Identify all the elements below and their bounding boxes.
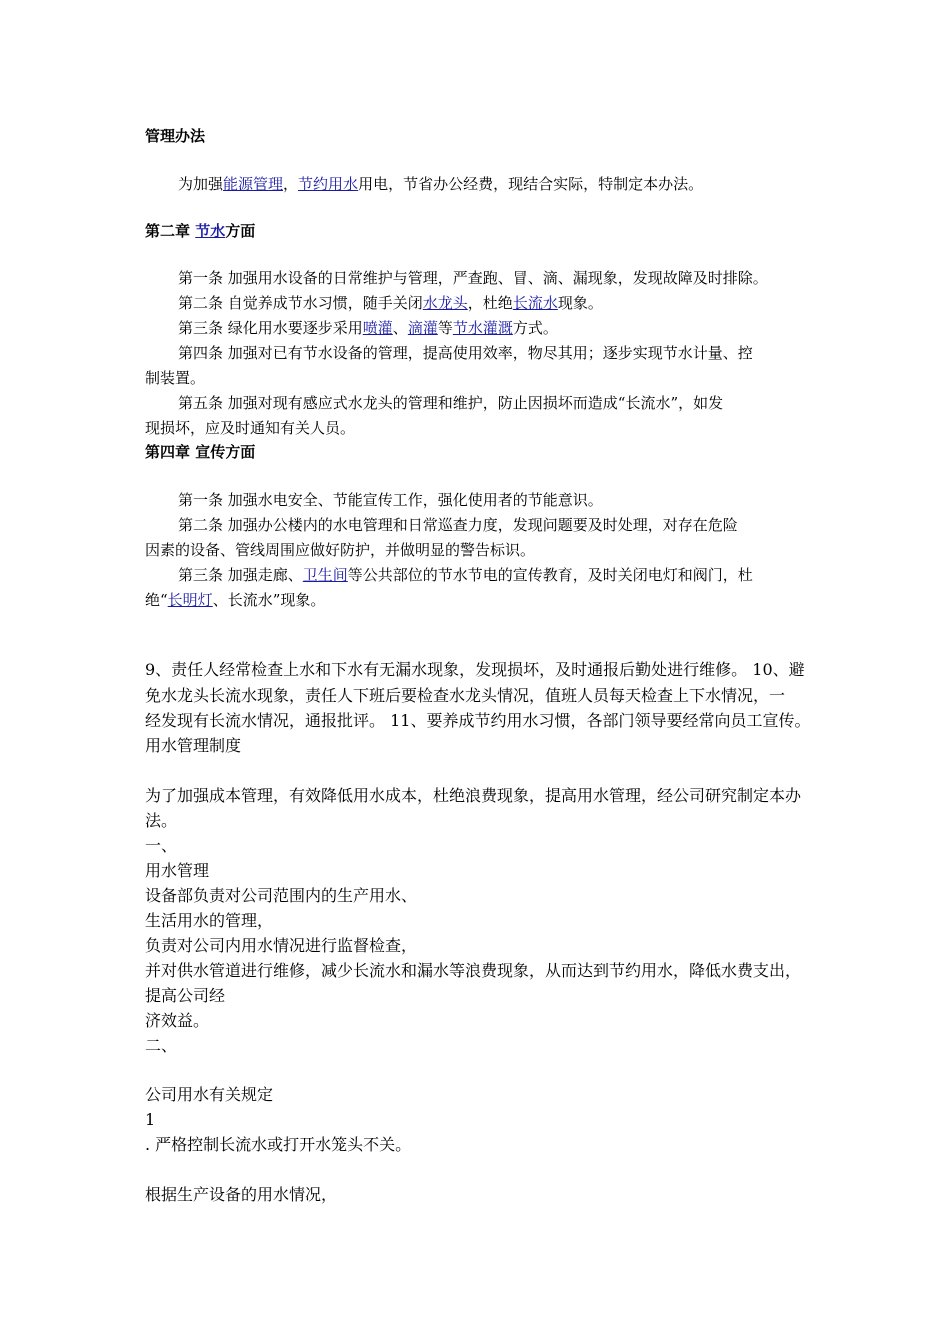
chapter2-heading	[145, 221, 255, 241]
intro-text-1: 为加强	[178, 175, 224, 193]
chapter2-article4-line2: 制装置。	[145, 369, 206, 387]
link-water-saving-chapter[interactable]: 节水	[195, 222, 226, 240]
section-two-number: 二、	[145, 1036, 178, 1055]
mgmt-line-6: 济效益。	[145, 1011, 210, 1030]
article2-text-1: 第二条 自觉养成节水习惯，随手关闭	[178, 294, 423, 312]
chapter4-article2-line1: 第二条 加强办公楼内的水电管理和日常巡查力度，发现问题要及时处理，对存在危险	[178, 516, 738, 534]
article3-sep: 、	[392, 319, 408, 337]
chapter4-article3-line2	[145, 590, 325, 610]
article3-text-2: 等	[437, 319, 453, 337]
rules-line-1: 9、责任人经常检查上水和下水有无漏水现象，发现损坏，及时通报后勤处进行维修。 10、避	[145, 660, 805, 679]
mgmt-line-3: 负责对公司内用水情况进行监督检查，	[145, 936, 418, 955]
chapter2-article1: 第一条 加强用水设备的日常维护与管理，严查跑、冒、滴、漏现象，发现故障及时排除。	[178, 269, 768, 287]
section-one-title: 用水管理	[145, 861, 210, 880]
section-one-number: 一、	[145, 836, 178, 855]
mgmt-line-1: 设备部负责对公司范围内的生产用水、	[145, 886, 418, 905]
c4-article3-text-2: 等公共部位的节水节电的宣传教育，及时关闭电灯和阀门，杜	[347, 566, 753, 584]
article3-text-1: 第三条 绿化用水要逐步采用	[178, 319, 363, 337]
link-drip-irrigation[interactable]: 滴灌	[407, 319, 438, 337]
link-restroom[interactable]: 卫生间	[302, 566, 348, 584]
last-line: 根据生产设备的用水情况，	[145, 1185, 338, 1204]
section-two-title: 公司用水有关规定	[145, 1085, 274, 1104]
purpose-line-1: 为了加强成本管理，有效降低用水成本，杜绝浪费现象，提高用水管理，经公司研究制定本办	[145, 786, 802, 805]
chapter2-article5-line2: 现损坏，应及时通知有关人员。	[145, 419, 356, 437]
chapter4-article2-line2: 因素的设备、管线周围应做好防护，并做明显的警告标识。	[145, 541, 536, 559]
link-water-saving[interactable]: 节约用水	[298, 175, 359, 193]
article3-text-3: 方式。	[512, 319, 558, 337]
c4-article3-l2-text-1: 绝“	[145, 591, 168, 609]
rule-1-text: . 严格控制长流水或打开水笼头不关。	[145, 1135, 412, 1154]
link-always-on-lights[interactable]: 长明灯	[167, 591, 213, 609]
chapter2-heading-pre: 第二章	[145, 222, 196, 240]
chapter2-article3	[178, 318, 558, 338]
mgmt-line-5: 提高公司经	[145, 986, 226, 1005]
chapter2-heading-post: 方面	[225, 222, 256, 240]
intro-text-2: ，	[283, 175, 299, 193]
link-faucet[interactable]: 水龙头	[422, 294, 468, 312]
purpose-line-2: 法。	[145, 811, 178, 830]
chapter2-article4-line1: 第四条 加强对已有节水设备的管理，提高使用效率，物尽其用；逐步实现节水计量、控	[178, 344, 753, 362]
rules-line-4: 用水管理制度	[145, 736, 242, 755]
mgmt-line-4: 并对供水管道进行维修，减少长流水和漏水等浪费现象，从而达到节约用水，降低水费支出，	[145, 961, 802, 980]
chapter2-article5-line1: 第五条 加强对现有感应式水龙头的管理和维护，防止因损坏而造成“长流水”，如发	[178, 394, 724, 412]
intro-paragraph	[178, 174, 703, 194]
c4-article3-text-1: 第三条 加强走廊、	[178, 566, 303, 584]
chapter4-heading: 第四章 宣传方面	[145, 443, 256, 461]
chapter4-article3-line1	[178, 565, 753, 585]
mgmt-line-2: 生活用水的管理，	[145, 911, 274, 930]
article2-text-3: 现象。	[557, 294, 603, 312]
rules-line-3: 经发现有长流水情况，通报批评。 11、要养成节约用水习惯，各部门领导要经常向员工宣传。	[145, 711, 811, 730]
link-energy-management[interactable]: 能源管理	[223, 175, 284, 193]
link-sprinkler-irrigation[interactable]: 喷灌	[362, 319, 393, 337]
rules-line-2: 免水龙头长流水现象，责任人下班后要检查水龙头情况，值班人员每天检查上下水情况，一	[145, 686, 786, 705]
c4-article3-l2-text-2: 、长流水”现象。	[212, 591, 326, 609]
page-title: 管理办法	[145, 127, 206, 145]
link-running-water[interactable]: 长流水	[512, 294, 558, 312]
rule-number-1: 1	[145, 1110, 156, 1129]
chapter2-article2	[178, 293, 603, 313]
intro-text-3: 用电，节省办公经费，现结合实际，特制定本办法。	[358, 175, 704, 193]
chapter4-article1: 第一条 加强水电安全、节能宣传工作，强化使用者的节能意识。	[178, 491, 603, 509]
article2-text-2: ，杜绝	[467, 294, 513, 312]
link-water-saving-irrigation[interactable]: 节水灌溉	[452, 319, 513, 337]
